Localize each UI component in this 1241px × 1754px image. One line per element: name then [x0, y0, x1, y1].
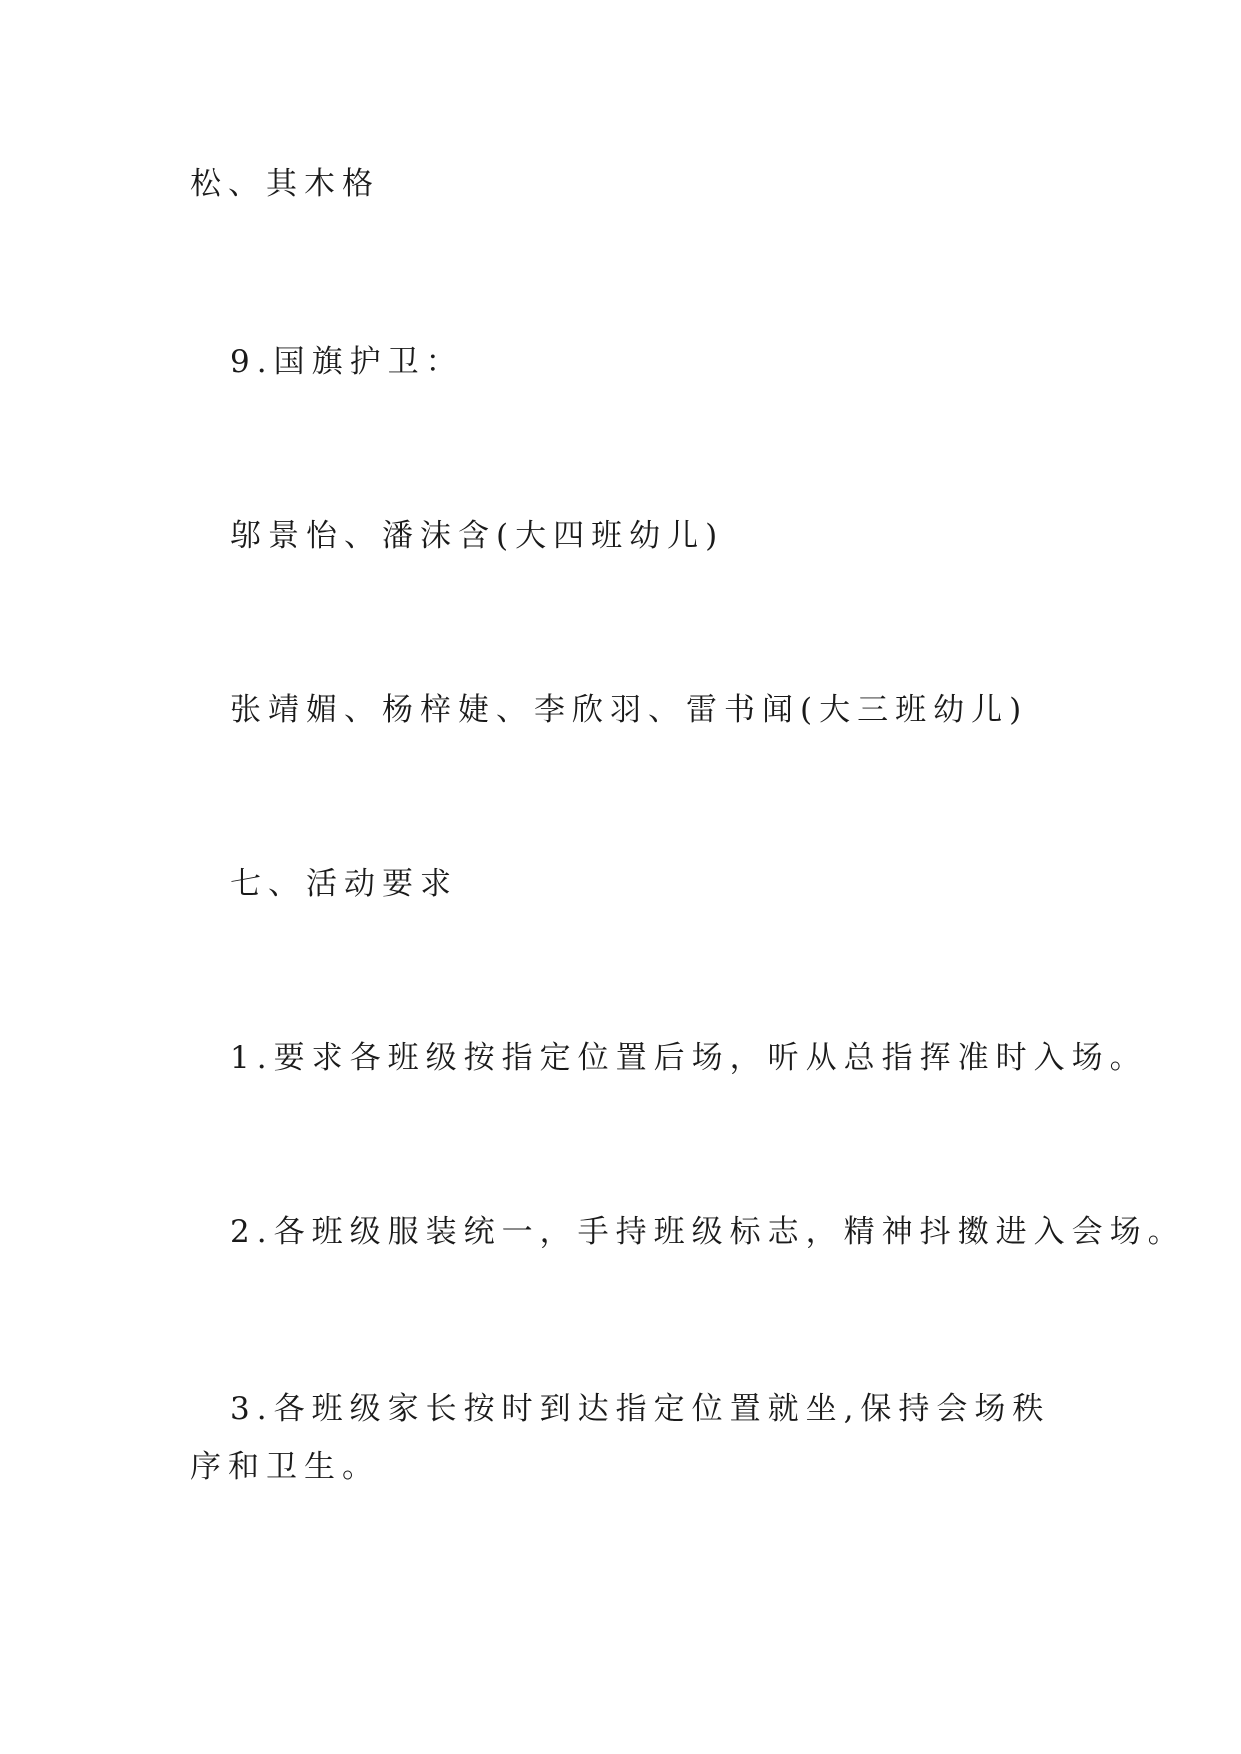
requirement-item-1: 1.要求各班级按指定位置后场，听从总指挥准时入场。	[230, 1040, 1148, 1076]
section-heading-requirements: 七、活动要求	[230, 866, 458, 902]
paragraph-continuation: 松、其木格	[190, 166, 380, 202]
paragraph-flag-guard-heading: 9.国旗护卫：	[230, 344, 464, 380]
requirement-item-2: 2.各班级服装统一，手持班级标志，精神抖擞进入会场。	[230, 1214, 1186, 1250]
requirement-item-3: 3.各班级家长按时到达指定位置就坐,保持会场秩序和卫生。	[190, 1391, 1051, 1485]
paragraph-flag-guard-class-4: 邬景怡、潘沫含(大四班幼儿)	[230, 518, 725, 554]
paragraph-flag-guard-class-3: 张靖媚、杨梓婕、李欣羽、雷书闻(大三班幼儿)	[230, 692, 1029, 728]
